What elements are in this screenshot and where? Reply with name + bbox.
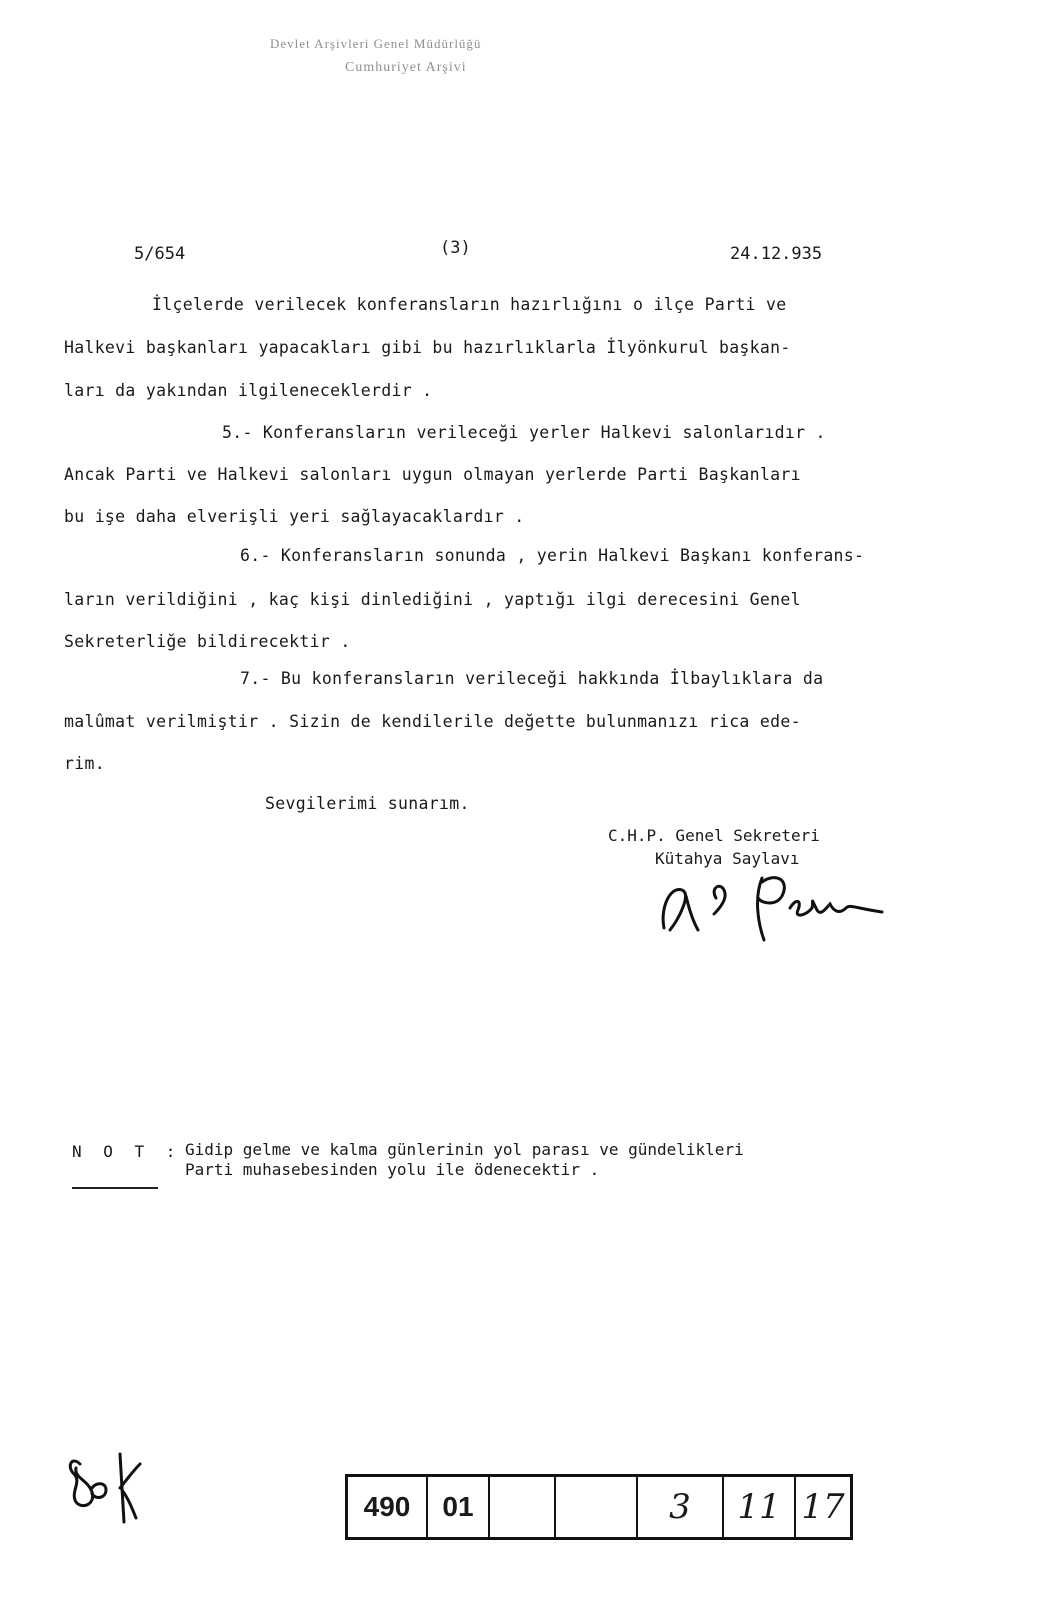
note-line: Parti muhasebesinden yolu ile ödenecektir . <box>185 1160 600 1179</box>
reference-cell: 3 <box>638 1477 724 1537</box>
note-line: Gidip gelme ve kalma günlerinin yol parası ve gündelikleri <box>185 1140 744 1159</box>
body-line: bu işe daha elverişli yeri sağlayacaklardır . <box>64 507 525 526</box>
body-line: 6.- Konferansların sonunda , yerin Halkevi Başkanı konferans- <box>240 546 865 565</box>
reference-cell: 17 <box>801 1487 845 1527</box>
body-line: rim. <box>64 754 105 773</box>
document-date: 24.12.935 <box>730 244 823 264</box>
body-line: ları da yakından ilgileneceklerdir . <box>64 381 433 400</box>
reference-cell <box>556 1477 638 1537</box>
body-line: ların verildiğini , kaç kişi dinlediğini , yaptığı ilgi derecesini Genel <box>64 590 801 609</box>
archive-stamp-line2: Cumhuriyet Arşivi <box>345 60 467 75</box>
signatory-subtitle: Kütahya Saylavı <box>655 849 800 868</box>
document-number: 5/654 <box>134 244 186 264</box>
handwritten-signature <box>650 868 890 948</box>
archive-reference-box <box>345 1474 853 1540</box>
page-number: (3) <box>440 238 471 258</box>
reference-cell: 11 <box>724 1477 796 1537</box>
archive-stamp-line1: Devlet Arşivleri Genel Müdürlüğü <box>270 36 482 51</box>
note-label: N O T : <box>72 1142 182 1161</box>
body-line: Halkevi başkanları yapacakları gibi bu hazırlıklarla İlyönkurul başkan- <box>64 338 791 357</box>
closing-line: Sevgilerimi sunarım. <box>265 794 470 813</box>
body-line: 7.- Bu konferansların verileceği hakkında İlbaylıklara da <box>240 669 824 688</box>
note-underline <box>72 1187 158 1189</box>
signatory-title: C.H.P. Genel Sekreteri <box>608 826 820 845</box>
reference-cell <box>490 1477 556 1537</box>
body-line: Sekreterliğe bildirecektir . <box>64 632 351 651</box>
body-line: İlçelerde verilecek konferansların hazırlığını o ilçe Parti ve <box>152 295 787 314</box>
reference-cell: 01 <box>428 1477 490 1537</box>
handwritten-margin-mark <box>62 1448 152 1526</box>
body-line: malûmat verilmiştir . Sizin de kendilerile değette bulunmanızı rica ede- <box>64 712 801 731</box>
body-line: 5.- Konferansların verileceği yerler Halkevi salonlarıdır . <box>222 423 826 442</box>
reference-cell: 490 <box>348 1477 428 1537</box>
body-line: Ancak Parti ve Halkevi salonları uygun olmayan yerlerde Parti Başkanları <box>64 465 801 484</box>
